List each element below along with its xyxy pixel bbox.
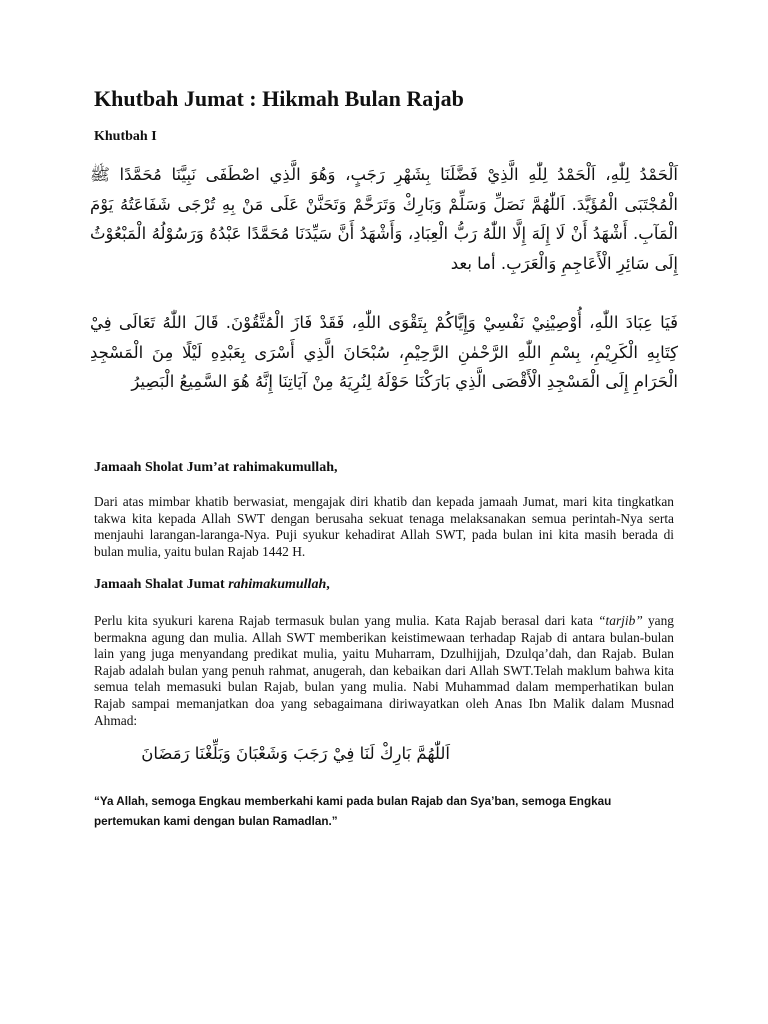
paragraph-2-part-a: Perlu kita syukuri karena Rajab termasuk bulan yang mulia. Kata Rajab berasal dari kata bbox=[94, 613, 599, 628]
doa-translation: “Ya Allah, semoga Engkau memberkahi kami pada bulan Rajab dan Sya’ban, semoga Engkau pertemukan kami dengan bulan Ramadlan.” bbox=[94, 795, 612, 828]
greeting-heading-2 bbox=[94, 577, 330, 593]
arabic-verse-text: فَيَا عِبَادَ اللّٰهِ، أُوْصِيْنِيْ نَفْسِيْ وَإِيَّاكُمْ بِتَقْوَى اللّٰهِ، فَقَدْ فَازَ الْمُتَّقُوْنَ. قَالَ اللّٰهُ تَعَالَى فِيْ كِتَابِهِ الْكَرِيْمِ، بِسْمِ اللّٰهِ الرَّحْمٰنِ الرَّحِيْمِ، سُبْحَانَ الَّذِي أَسْرَى بِعَبْدِهِ لَيْلًا مِنَ الْمَسْجِدِ الْحَرَامِ إِلَى الْمَسْجِدِ الْأَقْصَى الَّذِي بَارَكْنَا حَوْلَهُ لِنُرِيَهُ مِنْ آيَاتِنَا إِنَّهُ هُوَ السَّمِيعُ الْبَصِيرُ bbox=[90, 313, 678, 391]
heading-2-italic: rahimakumullah bbox=[228, 577, 327, 592]
greeting-heading-1: Jamaah Sholat Jum’at rahimakumullah, bbox=[94, 460, 338, 475]
document-title: Khutbah Jumat : Hikmah Bulan Rajab bbox=[94, 86, 464, 111]
heading-2-text: Jamaah Shalat Jumat bbox=[94, 577, 229, 592]
paragraph-1: Dari atas mimbar khatib berwasiat, mengajak diri khatib dan kepada jamaah Jumat, mari kita tingkatkan takwa kita kepada Allah SWT dengan berusaha sekuat tenaga melaksanakan semua perintah-Nya serta menjauhi larangan-laranga-Nya. Puji syukur kehadirat Allah SWT, pada bulan ini kita masih berada di bulan mulia, yaitu bulan Rajab 1442 H. bbox=[94, 494, 674, 559]
arabic-opening-text: اَلْحَمْدُ لِلّٰهِ، اَلْحَمْدُ لِلّٰهِ الَّذِيْ فَضَّلَنَا بِشَهْرِ رَجَبٍ، وَهُوَ الَّذِي اصْطَفَى نَبِيَّنَا مُحَمَّدًا ﷺ الْمُجْتَبَى الْمُؤَيَّدَ. اَللّٰهُمَّ نَصَلِّ وَسَلِّمْ وَبَارِكْ وَتَرَحَّمْ وَتَحَنَّنْ عَلَى مَنْ بِهِ تُرْجَى شَفَاعَتُهُ يَوْمَ الْمَآبِ. أَشْهَدُ أَنْ لَا إِلَهَ إِلَّا اللّٰهُ رَبُّ الْعِبَادِ، وَأَشْهَدُ أَنَّ سَيِّدَنَا مُحَمَّدًا عَبْدُهُ وَرَسُوْلُهُ الْمَبْعُوْثُ إِلَى سَائِرِ الْأَعَاجِمِ وَالْعَرَبِ. أما بعد bbox=[90, 165, 678, 273]
paragraph-2 bbox=[94, 613, 674, 729]
heading-2-suffix: , bbox=[326, 577, 330, 592]
section-subtitle: Khutbah I bbox=[94, 129, 157, 144]
arabic-doa: اَللّٰهُمَّ بَارِكْ لَنَا فِيْ رَجَبَ وَشَعْبَانَ وَبَلِّغْنَا رَمَضَانَ bbox=[141, 744, 450, 763]
paragraph-2-part-b: yang bermakna agung dan mulia. Allah SWT memberikan keistimewaan terhadap Rajab di antara bulan-bulan lain yang juga menyandang predikat mulia, yaitu Muharram, Dzulhijjah, Dzulqa’dah, dan Rajab. Bulan Rajab adalah bulan yang penuh rahmat, anugerah, dan kebaikan dari Allah SWT.Telah maklum bahwa kita semua telah memasuki bulan Rajab, bulan yang mulia. Nabi Muhammad dalam memperhatikan bulan Rajab sampai memanjatkan doa yang sebagaimana diriwayatkan oleh Anas Ibn Malik dalam Musnad Ahmad: bbox=[94, 613, 674, 728]
paragraph-2-italic-term: “tarjib” bbox=[598, 613, 643, 628]
